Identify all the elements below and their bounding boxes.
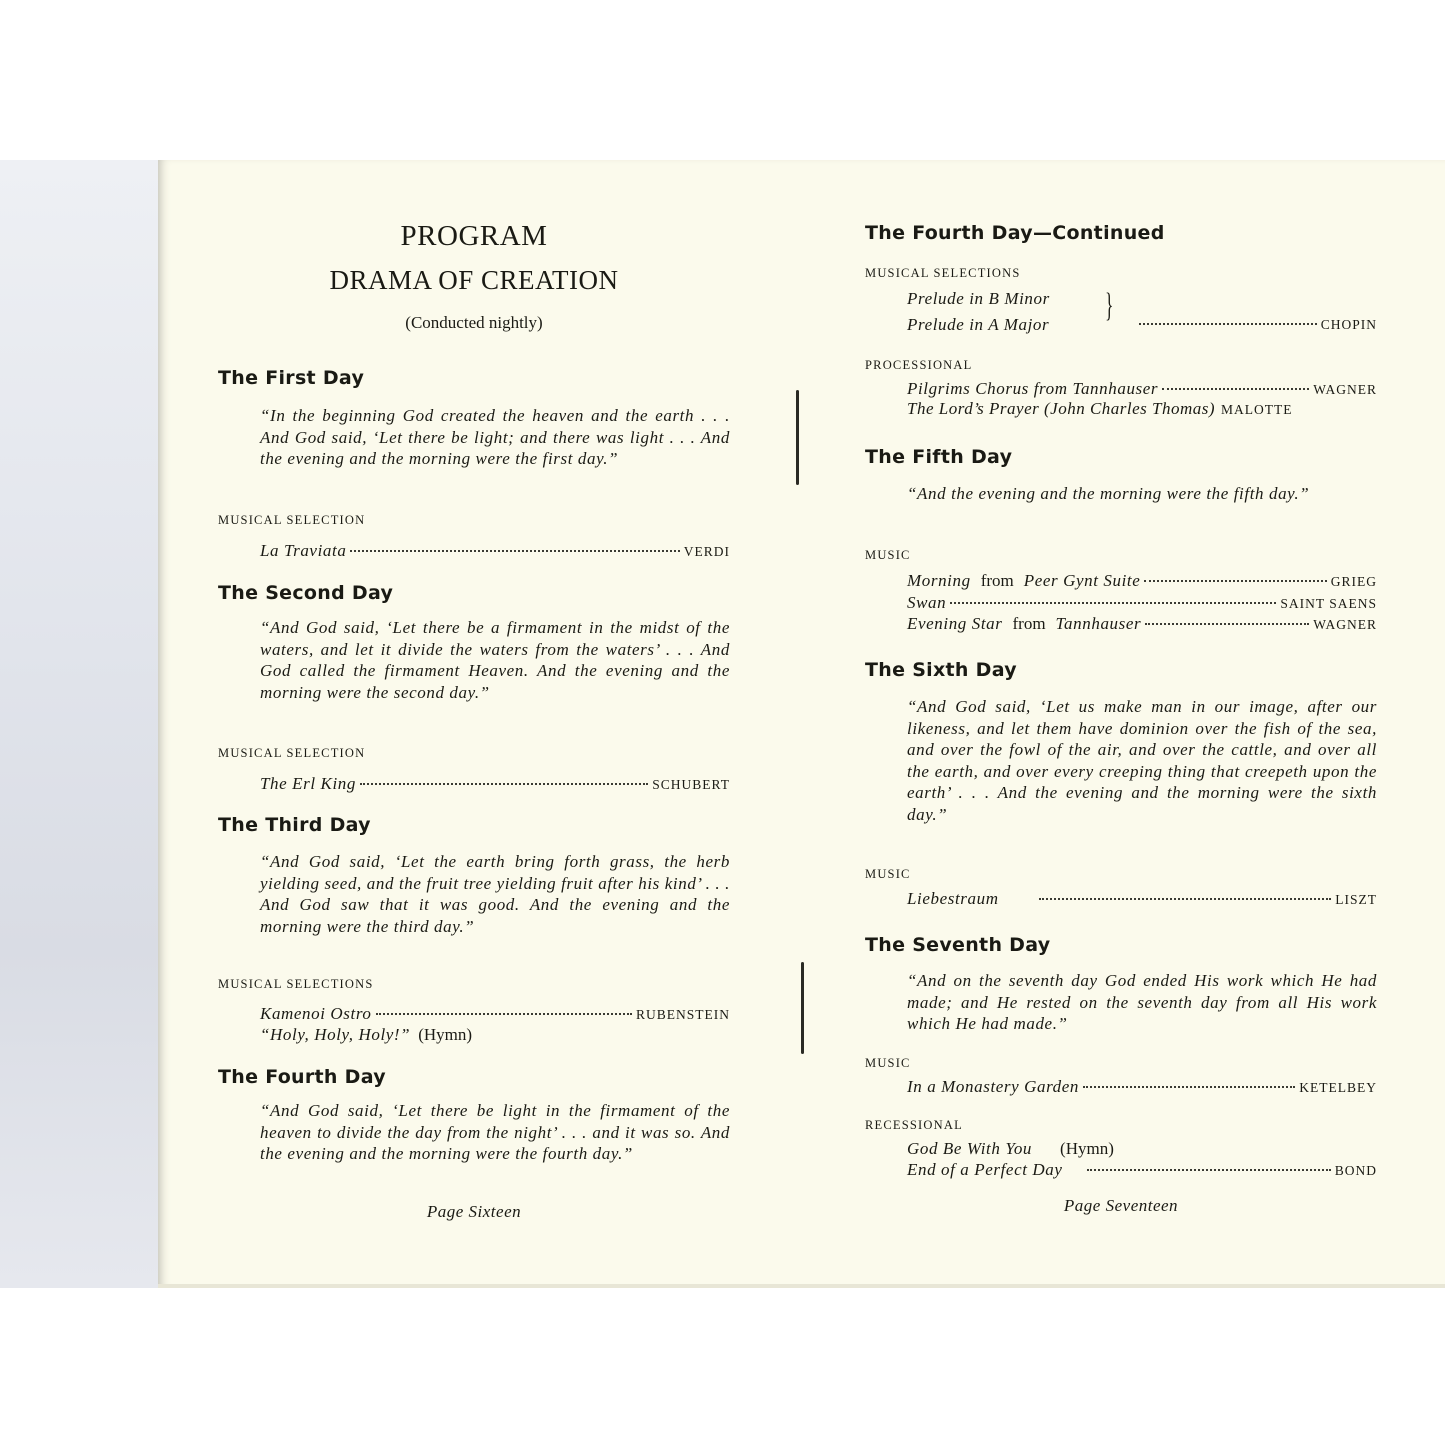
seventh-day-heading: The Seventh Day [865,934,1051,956]
leader-dots [1083,1086,1295,1088]
hymn-note: (Hymn) [418,1025,473,1044]
leader-dots [1144,580,1326,582]
piece-title: “Holy, Holy, Holy!” [260,1025,411,1044]
program-entry [260,540,730,562]
piece-title: Peer Gynt Suite [1023,571,1141,590]
piece-title: God Be With You [907,1139,1033,1158]
composer: WAGNER [1313,382,1377,397]
page-bottom-edge [158,1284,1445,1288]
composer: RUBENSTEIN [636,1007,730,1022]
fourth-day-heading: The Fourth Day [218,1066,386,1088]
leader-dots [1087,1169,1331,1171]
composer: LISZT [1335,892,1377,907]
page-subtitle: DRAMA OF CREATION [329,265,619,295]
from-word: from [1012,614,1046,633]
leader-dots [350,550,679,552]
leader-dots [1039,898,1332,900]
piece-title: In a Monastery Garden [907,1077,1080,1096]
leader-dots [376,1013,632,1015]
program-entry [1135,314,1377,335]
fifth-day-caption: MUSIC [865,548,911,562]
piece-title: Swan [907,593,947,612]
page-number: Page Seventeen [1063,1196,1179,1215]
sixth-day-quote: “And God said, ‘Let us make man in our image, after our likeness, and let them have dominion over the fish of the sea, and over the fowl of the air, and over the cattle, and over all the earth, and over every creeping thing that creepeth upon the earth’ . . . And the evening and the morning were the sixth day.” [907,697,1377,824]
scanner-shadow [0,160,175,1288]
sixth-day-heading: The Sixth Day [865,659,1017,681]
seventh-day-quote: “And on the seventh day God ended His work which He had made; and He rested on the seventh day from all His work which He had made.” [907,971,1377,1033]
composer: MALOTTE [1221,402,1293,417]
processional-caption: PROCESSIONAL [865,358,973,372]
piece-title: Evening Star [907,614,1003,633]
piece-title: Prelude in A Major [907,315,1050,334]
first-day-quote: “In the beginning God created the heaven and the earth . . . And God said, ‘Let there be light; and there was light . . . And the evening and the morning were the first day.” [260,406,730,468]
program-entry [907,398,1377,420]
sixth-day-caption: MUSIC [865,867,911,881]
piece-title: The Lord’s Prayer (John Charles Thomas) [907,399,1216,418]
program-entry [907,288,1107,309]
program-entry [907,888,1377,910]
from-word: from [980,571,1014,590]
third-day-heading: The Third Day [218,814,371,836]
composer: BOND [1334,1163,1377,1178]
composer: WAGNER [1313,617,1377,632]
program-entry [907,592,1377,614]
composer: CHOPIN [1320,317,1377,332]
program-entry [907,1159,1377,1181]
piece-title: The Erl King [260,774,356,793]
third-day-quote: “And God said, ‘Let the earth bring forth grass, the herb yielding seed, and the fruit tree yielding fruit after his kind’ . . . And God saw that it was good. And the evening and the morning were the third day.” [260,852,730,936]
brace-symbol: } [1105,287,1114,324]
program-entry [260,1003,730,1025]
second-day-quote: “And God said, ‘Let there be a firmament in the midst of the waters, and let it divide the waters from the waters’ . . . And God called the firmament Heaven. And the evening and the morning were the second day.” [260,618,730,702]
piece-title: End of a Perfect Day [907,1160,1063,1179]
program-entry [260,1024,730,1045]
composer: GRIEG [1330,574,1377,589]
program-entry [907,378,1377,400]
hymn-note: (Hymn) [1060,1139,1114,1158]
program-entry [907,613,1377,635]
page-number: Page Sixteen [426,1202,522,1221]
fourth-continued-heading: The Fourth Day—Continued [865,222,1165,244]
fourth-day-quote: “And God said, ‘Let there be light in the firmament of the heaven to divide the day from the night’ . . . and it was so. And the evening and the morning were the fourth day.” [260,1101,730,1163]
leader-dots [360,783,648,785]
second-day-caption: MUSICAL SELECTION [218,746,366,760]
fifth-day-quote: “And the evening and the morning were the fifth day.” [907,484,1310,503]
piece-title: La Traviata [260,541,347,560]
first-day-heading: The First Day [218,367,365,389]
second-day-heading: The Second Day [218,582,394,604]
piece-title: Prelude in B Minor [907,289,1050,308]
fourth-continued-caption: MUSICAL SELECTIONS [865,266,1021,280]
piece-title: Kamenoi Ostro [260,1004,372,1023]
program-entry [907,1138,1377,1159]
program-entry [907,570,1377,592]
fifth-day-heading: The Fifth Day [865,446,1013,468]
piece-title: Tannhauser [1055,614,1142,633]
program-entry [260,773,730,795]
conducted-note: (Conducted nightly) [405,313,543,332]
piece-title: Liebestraum [907,889,999,908]
program-entry [907,1076,1377,1098]
piece-title: Morning [907,571,971,590]
composer: SAINT SAENS [1280,596,1377,611]
piece-title: Pilgrims Chorus from Tannhauser [907,379,1159,398]
composer: VERDI [683,544,730,559]
leader-dots [1145,623,1309,625]
seventh-day-caption: MUSIC [865,1056,911,1070]
program-entry [907,314,1107,335]
leader-dots [1162,388,1309,390]
composer: SCHUBERT [652,777,730,792]
leader-dots [1139,323,1317,325]
page-title: PROGRAM [400,220,548,252]
third-day-caption: MUSICAL SELECTIONS [218,977,374,991]
staple-lower [801,962,804,1054]
staple-upper [796,390,799,485]
first-day-caption: MUSICAL SELECTION [218,513,366,527]
recessional-caption: RECESSIONAL [865,1118,963,1132]
leader-dots [950,602,1276,604]
composer: KETELBEY [1299,1080,1377,1095]
